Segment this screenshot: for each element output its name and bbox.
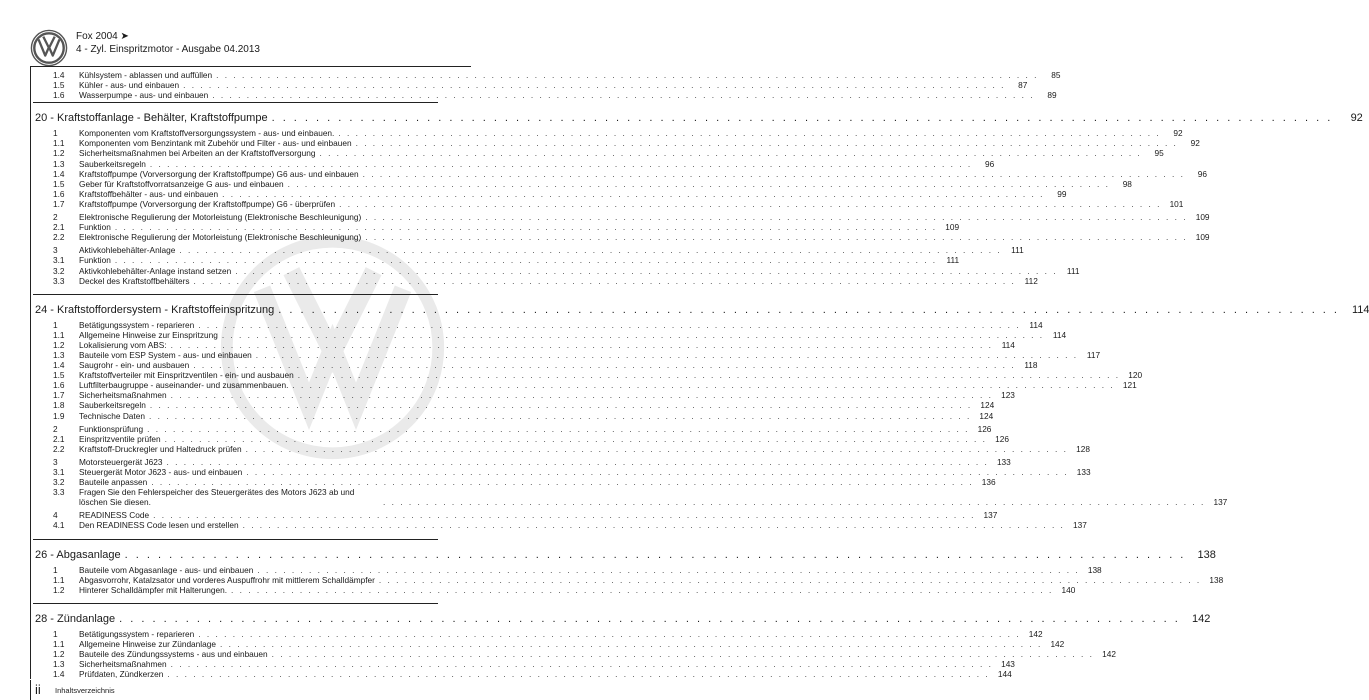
toc-entry[interactable] [33,669,1012,680]
toc-entry-title: Allgemeine Hinweise zur Einspritzung [79,329,218,340]
dot-leader: . . . . . . . . . . . . . . . . . . . . . . . . . . . . . . . . . . . . . . . . . . . . . . . . . . . . . . . . . . . . . . . . . . . . . . . . . . . . . . . . . . . . . . . . . . . . . . . . [149,400,973,411]
dot-leader: . . . . . . . . . . . . . . . . . . . . . . . . . . . . . . . . . . . . . . . . . . . . . . . . . . . . . . . . . . . . . . . . . . . . . . . . . . . . . . . . . . . . . . . . . . . . . . . . [271,649,1094,660]
toc-entry-title: Deckel des Kraftstoffbehälters [79,275,190,286]
toc-entry-title: Kraftstoffpumpe (Vorversorgung der Kraftstoffpumpe) G6 - überprüfen [79,198,336,209]
dot-leader: . . . . . . . . . . . . . . . . . . . . . . . . . . . . . . . . . . . . . . . . . . . . . . . . . . . . . . . . . . . . . . . . . . . . . . . . . . . . . . . . . . . . . . . . . . . . . . . . [183,80,1006,91]
toc-entry[interactable] [33,232,1210,243]
toc-entry-number: 1.4 [53,360,65,371]
toc-entry-number: 3.3 [53,487,65,498]
dot-leader: . . . . . . . . . . . . . . . . . . . . . . . . . . . . . . . . . . . . . . . . . . . . . . . . . . . . . . . . . . . . . . . . . . . . . . . . . . . . . . . . . . . . . . . . . . . . . . . . [148,410,972,421]
doc-subtitle: 4 - Zyl. Einspritzmotor - Ausgabe 04.2013 [76,44,260,55]
dot-leader: . . . . . . . . . . . . . . . . . . . . . . . . . . . . . . . . . . . . . . . . . . . . . . . . . . . . . . . . . . . . . . . . . . . . . . . . . . . . . . . . . . . . . . . . . . . . . . . . [338,128,1161,139]
toc-entry-title: Kraftstoffpumpe (Vorversorgung der Kraftstoffpumpe) G6 aus- und einbauen [79,168,359,179]
dot-leader: . . . . . . . . . . . . . . . . . . . . . . . . . . . . . . . . . . . . . . . . . . . . . . . . . . . . . . . . . . . . . . . . . . . . . . . . . . . . . . . . . . . . . . . . . . . . . . . . [164,433,987,444]
toc-entry[interactable] [33,638,1065,649]
toc-entry-page: 89 [1047,90,1057,101]
toc-entry-title: Abgasvorrohr, Katalzsator und vorderes Auspuffrohr mit mittlerem Schalldämpfer [79,574,375,585]
toc-entry-page: 126 [995,433,1009,444]
dot-leader: . . . . . . . . . . . . . . . . . . . . . . . . . . . . . . . . . . . . . . . . . . . . . . . . . . . . . . . . . . . . . . . . . . . . . . . . . . . . . . . . . . . . . . . . . . . . . . . . [166,456,989,467]
toc-entry-page: 92 [1190,138,1200,149]
vw-logo-icon [30,29,68,67]
toc-entry[interactable] [33,138,1200,149]
dot-leader: . . . . . . . . . . . . . . . . . . . . . . . . . . . . . . . . . . . . . . . . . . . . . . . . . . . . . . . . . . . . . . . . . . . . . . . . . . . . . . . . . . . . . . . . . . . . . . . . [193,275,1016,286]
toc-entry-number: 1.6 [53,188,65,199]
toc-entry-page: 85 [1051,70,1061,80]
dot-leader: . . . . . . . . . . . . . . . . . . . . . . . . . . . . . . . . . . . . . . . . . . . . . . . . . . . . . . . . . . . . . . . . . . . . . . . . . . . . . . . . . . . . . . . . . . . . . . . . [362,168,1185,179]
toc-entry-title: Kraftstoffverteiler mit Einspritzventilen - ein- und ausbauen [79,370,294,381]
chapter-heading[interactable] [33,109,1363,125]
toc-entry-number: 1.7 [53,390,65,401]
toc-entry-number: 1.4 [53,168,65,179]
toc-entry-number: 3 [53,245,58,256]
toc-entry-title: Sicherheitsmaßnahmen bei Arbeiten an der Kraftstoffversorgung [79,148,316,159]
dot-leader: . . . . . . . . . . . . . . . . . . . . . . . . . . . . . . . . . . . . . . . . . . . . . . . . . . . . . . . . . . . . . . . . . . . . . . . . . . . . . . . . . . . . . . . . . . . . . . . . [378,574,1202,585]
toc-entry-title: Komponenten vom Benzintank mit Zubehör und Filter - aus- und einbauen [79,138,352,149]
toc-entry[interactable] [33,477,996,488]
toc-entry-page: 87 [1018,80,1028,91]
dot-leader: . . . . . . . . . . . . . . . . . . . . . . . . . . . . . . . . . . . . . . . . . . . . . . . . . . . . . . . . . . . . . . . . . . . . . . . . . . . . . . . . . . . . . . . . . . . . . . . . [222,188,1045,199]
toc-entry-title: Den READINESS Code lesen und erstellen [79,520,239,531]
toc-entry-number: 2.2 [53,232,65,243]
toc-entry-page: 123 [1001,390,1015,401]
dot-leader: . . . . . . . . . . . . . . . . . . . . . . . . . . . . . . . . . . . . . . . . . . . . . . . . . . . . . . . . . . . . . . . . . . . . . . . . . . . . . . . . . . . . . . . . . . . . . . . . [170,659,993,670]
toc-entry-page: 137 [1213,497,1228,508]
toc-entry-number: 1.5 [53,178,65,189]
toc-entry-title: Aktivkohlebehälter-Anlage [79,245,176,256]
dot-leader: . . . . . . . . . . . . . . . . . . . . . . . . . . . . . . . . . . . . . . . . . . . . . . . . . . . . . . . . . . . . . . . . . . . . . . . . . . . . . . . . . . . . . . . . . . . . . . . . [231,584,1054,595]
dot-leader: . . . . . . . . . . . . . . . . . . . . . . . . . . . . . . . . . . . . . . . . . . . . . . . . . . . . . . . . . . . . . . . . . . . . . . . . . . . . . . . . . . . . . . . . . . . . . . . . [216,70,1039,80]
document-header [30,29,470,65]
toc-entry[interactable] [33,275,1038,286]
dot-leader: . . . . . . . . . . . . . . . . . . . . . . . . . . . . . . . . . . . . . . . . . . . . . . . . . . . . . . . . . . . . . . . . . . . . . . . . . . . . . . . . . . . . . . . . . . . . . . . . [114,222,938,233]
chapter-heading[interactable] [33,301,1369,317]
toc-entry-number: 2.1 [53,222,65,233]
dot-leader: . . . . . . . . . . . . . . . . . . . . . . . . . . . . . . . . . . . . . . . . . . . . . . . . . . . . . . . . . . . . . . . . . . . . . . . . . . . . . . . . . . . . . . . . . . . . . . . . [255,349,1079,360]
toc-entry-page: 109 [1195,232,1210,243]
toc-entry-page: 109 [1195,212,1210,223]
toc-entry-title: Sicherheitsmaßnahmen [79,390,167,401]
dot-leader: . . . . . . . . . . . . . . . . . . . . . . . . . . . . . . . . . . . . . . . . . . . . . . . . . . . . . . . . . . . . . . . . . . . . . . . . . . . . . . . . . . . . . . . . . . . . . . . . [287,178,1110,189]
dot-leader: . . . . . . . . . . . . . . . . . . . . . . . . . . . . . . . . . . . . . . . . . . . . . . . . . . . . . . . . . . . . . . . . . . . . . . . . . . . . . . . . . . . . . . . . . . . . . . . . [365,232,1188,243]
toc-entry-title: Steuergerät Motor J623 - aus- und einbauen [79,467,243,477]
toc-entry-number: 2 [53,212,58,223]
toc-entry-page: 92 [1173,128,1183,139]
toc-entry-number: 4 [53,510,58,521]
toc-entry[interactable] [33,433,1009,444]
toc-entry[interactable] [33,148,1164,159]
toc-entry-page: 98 [1122,178,1132,189]
toc-entry-page: 140 [1061,584,1076,595]
toc-entry[interactable] [33,659,1015,670]
toc-entry[interactable] [33,487,1228,508]
chapter-page: 138 [1197,548,1216,561]
toc-entry-number: 1.3 [53,349,65,360]
toc-entry[interactable] [33,178,1132,189]
dot-leader: . . . . . . . . . . . . . . . . . . . . . . . . . . . . . . . . . . . . . . . . . . . . . . . . . . . . . . . . . . . . . . . . . . . . . . . . . . . . . . . . . . . . . . . . . . . . . . . . [170,339,993,350]
toc-entry[interactable] [33,370,1143,381]
toc-entry-number: 2.2 [53,443,65,454]
toc-entry-number: 1.2 [53,339,65,350]
dot-leader: . . . . . . . . . . . . . . . . . . . . . . . . . . . . . . . . . . . . . . . . . . . . . . . . . . . . . . . . . . . . . . . . . . . . . . . . . . . . . . . . . . . . . . . . . . . . . . . . [193,360,1016,371]
toc-entry-page: 137 [983,510,998,521]
toc-entry-title: Sauberkeitsregeln [79,158,146,169]
toc-entry-page: 142 [1102,649,1116,660]
toc-entry-title: Bauteile vom ESP System - aus- und einbauen [79,349,252,360]
toc-entry[interactable] [33,574,1224,585]
toc-entry[interactable] [33,400,995,411]
chapter-heading[interactable] [33,610,1211,626]
toc-entry[interactable] [33,423,992,434]
dot-leader: . . . . . . . . . . . . . . . . . . . . . . . . . . . . . . . . . . . . . . . . . . . . . . . . . . . . . . . . . . . . . . . . . . . . . . . . . . . . . . . . . . . . . . . . . . . . . . . . [271,112,1333,125]
toc-entry-number: 1.2 [53,649,65,660]
toc-entry[interactable] [33,584,1076,595]
toc-entry-number: 1.1 [53,329,65,340]
dot-leader: . . . . . . . . . . . . . . . . . . . . . . . . . . . . . . . . . . . . . . . . . . . . . . . . . . . . . . . . . . . . . . . . . . . . . . . . . . . . . . . . . . . . . . . . . . . . . . . . [319,148,1142,159]
toc-entry-number: 1.1 [53,574,65,585]
toc-entry-number: 4.1 [53,520,65,531]
toc-entry-number: 1.3 [53,659,65,670]
toc-entry-page: 114 [1052,329,1067,340]
toc-entry-page: 133 [996,456,1011,467]
dot-leader: . . . . . . . . . . . . . . . . . . . . . . . . . . . . . . . . . . . . . . . . . . . . . . . . . . . . . . . . . . . . . . . . . . . . . . . . . . . . . . . . . . . . . . . . . . . . . . . . [114,255,938,266]
toc-entry-number: 3.1 [53,255,65,266]
toc-entry-page: 95 [1154,148,1164,159]
toc-entry-number: 1.9 [53,410,65,421]
chapter-title: 20 - Kraftstoffanlage - Behälter, Kraftstoffpumpe [35,112,268,125]
dot-leader: . . . . . . . . . . . . . . . . . . . . . . . . . . . . . . . . . . . . . . . . . . . . . . . . . . . . . . . . . . . . . . . . . . . . . . . . . . . . . . . . . . . . . . . . . . . . . . . . [170,390,993,401]
toc-entry[interactable] [33,255,960,266]
toc-entry-title: Geber für Kraftstoffvorratsanzeige G aus- und einbauen [79,178,284,189]
toc-entry-title: READINESS Code [79,510,150,521]
toc-entry-page: 137 [1073,520,1087,531]
chapter-page: 142 [1192,612,1211,625]
dot-leader: . . . . . . . . . . . . . . . . . . . . . . . . . . . . . . . . . . . . . . . . . . . . . . . . . . . . . . . . . . . . . . . . . . . . . . . . . . . . . . . . . . . . . . . . . . . . . . . . [221,329,1045,340]
toc-entry-page: 96 [984,158,995,169]
dot-leader: . . . . . . . . . . . . . . . . . . . . . . . . . . . . . . . . . . . . . . . . . . . . . . . . . . . . . . . . . . . . . . . . . . . . . . . . . . . . . . . . . . . . . . . . . . . . . . . . [151,477,974,488]
toc-entry-title: Saugrohr - ein- und ausbauen [79,360,190,371]
toc-entry[interactable] [33,380,1137,391]
chapter-title: 26 - Abgasanlage [35,548,121,561]
dot-leader: . . . . . . . . . . . . . . . . . . . . . . . . . . . . . . . . . . . . . . . . . . . . . . . . . . . . . . . . . . . . . . . . . . . . . . . . . . . . . . . . . . . . . . . . . . . . . . . . [153,510,976,521]
toc-entry-page: 111 [1011,245,1024,256]
toc-entry[interactable] [33,329,1067,340]
toc-entry-page: 126 [977,423,992,434]
dot-leader: . . . . . . . . . . . . . . . . . . . . . . . . . . . . . . . . . . . . . . . . . . . . . . . . . . . . . . . . . . . . . . . . . . . . . . . . . . . . . . . . . . . . . . . . . . . . . . . . [246,467,1069,477]
dot-leader: . . . . . . . . . . . . . . . . . . . . . . . . . . . . . . . . . . . . . . . . . . . . . . . . . . . . . . . . . . . . . . . . . . . . . . . . . . . . . . . . . . . . . . . . . . . . . . . . [149,158,973,169]
toc-entry-number: 3 [53,456,58,467]
toc-entry-number: 3.2 [53,477,65,488]
chapter-title: 28 - Zündanlage [35,612,116,625]
toc-entry-title: Einspritzventile prüfen [79,433,161,444]
page-number: ii [35,682,41,697]
toc-entry[interactable] [33,245,1024,256]
toc-entry-number: 1.2 [53,584,65,595]
toc-entry-number: 3.3 [53,275,65,286]
toc-entry-title: Prüfdaten, Zündkerzen [79,669,164,680]
toc-entry[interactable] [33,158,995,169]
dot-leader: . . . . . . . . . . . . . . . . . . . . . . . . . . . . . . . . . . . . . . . . . . . . . . . . . . . . . . . . . . . . . . . . . . . . . . . . . . . . . . . . . . . . . . . . . . . . . . . . [355,138,1178,149]
toc-entry-title: Funktion [79,222,111,233]
toc-entry[interactable] [33,128,1183,139]
toc-entry-number: 2.1 [53,433,65,444]
dot-leader: . . . . . . . . . . . . . . . . . . . . . . . . . . . . . . . . . . . . . . . . . . . . . . . . . . . . . . . . . . . . . . . . . . . . . . . . . . . . . . . . . . . . . . . . . . . . . . . . [365,212,1188,223]
dot-leader: . . . . . . . . . . . . . . . . . . . . . . . . . . . . . . . . . . . . . . . . . . . . . . . . . . . . . . . . . . . . . . . . . . . . . . . . . . . . . . . . . . . . . . . . . . . . . . . . [339,198,1162,209]
toc-entry-number: 1 [53,564,58,575]
dot-leader: . . . . . . . . . . . . . . . . . . . . . . . . . . . . . . . . . . . . . . . . . . . . . . . . . . . . . . . . . . . . . . . . . . . . . . . . . . . . . . . . . . . . . . . . . . . . . . . . [212,90,1035,101]
toc-entry-title: Lokalisierung vom ABS: [79,339,167,350]
toc-entry-title: Funktionsprüfung [79,423,144,434]
toc-entry-title: Kraftstoffbehälter - aus- und einbauen [79,188,219,199]
toc-entry-page: 124 [980,400,995,411]
toc-entry-title: Betätigungssystem - reparieren [79,319,195,330]
chapter-heading[interactable] [33,546,1216,562]
toc-entry-page: 96 [1197,168,1207,179]
toc-entry-title: Wasserpumpe - aus- und einbauen [79,90,209,101]
chapter-title: 24 - Kraftstoffordersystem - Kraftstoffeinspritzung [35,303,275,316]
toc-entry-title: Hinterer Schalldämpfer mit Halterungen. [79,584,228,595]
dot-leader: . . . . . . . . . . . . . . . . . . . . . . . . . . . . . . . . . . . . . . . . . . . . . . . . . . . . . . . . . . . . . . . . . . . . . . . . . . . . . . . . . . . . . . . . . . . . . . . . [198,319,1021,330]
toc-entry[interactable] [33,467,1091,477]
toc-entry-title: Motorsteuergerät J623 [79,456,163,467]
toc-entry-number: 1.8 [53,400,65,411]
toc-entry-number: 1.5 [53,370,65,381]
toc-entry[interactable] [33,564,1102,575]
toc-entry[interactable] [33,212,1210,223]
dot-leader: . . . . . . . . . . . . . . . . . . . . . . . . . . . . . . . . . . . . . . . . . . . . . . . . . . . . . . . . . . . . . . . . . . . . . . . . . . . . . . . . . . . . . . . . . . . . . . . . [124,548,1186,561]
dot-leader: . . . . . . . . . . . . . . . . . . . . . . . . . . . . . . . . . . . . . . . . . . . . . . . . . . . . . . . . . . . . . . . . . . . . . . . . . . . . . . . . . . . . . . . . . . . . . . . . [242,520,1065,531]
chapter-page: 114 [1351,303,1369,316]
toc-entry-title: Bauteile anpassen [79,477,148,488]
toc-entry-title: Sicherheitsmaßnahmen [79,659,167,670]
toc-entry-page: 133 [1076,467,1091,477]
toc-entry-number: 1.1 [53,638,65,649]
toc-entry-page: 136 [981,477,996,488]
toc-entry-title: Funktion [79,255,111,266]
toc-entry-title: Technische Daten [79,410,145,421]
toc-entry-title: Kühler - aus- und einbauen [79,80,180,91]
toc-entry-title: Kühlsystem - ablassen und auffüllen [79,70,213,80]
toc-entry-number: 3.1 [53,467,65,477]
toc-entry[interactable] [33,390,1015,401]
toc-entry-page: 142 [1050,638,1065,649]
toc-entry-page: 142 [1028,628,1043,639]
toc-entry-page: 128 [1076,443,1090,454]
toc-entry-page: 101 [1169,198,1184,209]
toc-entry-page: 138 [1209,574,1224,585]
toc-entry-number: 2 [53,423,58,434]
toc-entry[interactable] [33,90,1057,101]
doc-title: Fox 2004 ➤ [76,31,129,42]
toc-entry-number: 1.3 [53,158,65,169]
dot-leader: . . . . . . . . . . . . . . . . . . . . . . . . . . . . . . . . . . . . . . . . . . . . . . . . . . . . . . . . . . . . . . . . . . . . . . . . . . . . . . . . . . . . . . . . . . . . . . . . [257,564,1080,575]
dot-leader: . . . . . . . . . . . . . . . . . . . . . . . . . . . . . . . . . . . . . . . . . . . . . . . . . . . . . . . . . . . . . . . . . . . . . . . . . . . . . . . . . . . . . . . . . . . . . . . . [383,497,1206,508]
page-footer [30,680,471,700]
toc-entry-number: 1.4 [53,669,65,680]
toc-entry-number: 1.4 [53,70,65,80]
toc-entry-page: 138 [1087,564,1102,575]
toc-entry-number: 1.6 [53,90,65,101]
toc-entry-title: Bauteile des Zündungssystems - aus und einbauen [79,649,268,660]
toc-entry-page: 111 [1066,265,1080,276]
toc-entry-title: Komponenten vom Kraftstoffversorgungssystem - aus- und einbauen. [79,128,335,139]
toc-entry-title: Fragen Sie den Fehlerspeicher des Steuergerätes des Motors J623 ab und löschen Sie diesen. [79,487,355,508]
toc-entry-number: 1 [53,319,58,330]
toc-entry[interactable] [33,410,994,421]
toc-entry-title: Aktivkohlebehälter-Anlage instand setzen [79,265,232,276]
toc-entry-page: 120 [1128,370,1143,381]
toc-entry[interactable] [33,339,1015,350]
dot-leader: . . . . . . . . . . . . . . . . . . . . . . . . . . . . . . . . . . . . . . . . . . . . . . . . . . . . . . . . . . . . . . . . . . . . . . . . . . . . . . . . . . . . . . . . . . . . . . . . [167,669,990,680]
toc-entry[interactable] [33,456,1011,467]
toc-entry-page: 121 [1122,380,1137,391]
toc-entry-number: 1.7 [53,198,65,209]
toc-entry-title: Bauteile vom Abgasanlage - aus- und einbauen [79,564,254,575]
toc-entry-page: 143 [1001,659,1015,670]
dot-leader: . . . . . . . . . . . . . . . . . . . . . . . . . . . . . . . . . . . . . . . . . . . . . . . . . . . . . . . . . . . . . . . . . . . . . . . . . . . . . . . . . . . . . . . . . . . . . . . . [147,423,970,434]
footer-label: Inhaltsverzeichnis [55,686,115,695]
toc-entry-title: Luftfilterbaugruppe - auseinander- und zusammenbauen. [79,380,289,391]
toc-entry-number: 1.2 [53,148,65,159]
toc-entry-page: 112 [1024,275,1038,286]
toc-entry[interactable] [33,510,998,521]
dot-leader: . . . . . . . . . . . . . . . . . . . . . . . . . . . . . . . . . . . . . . . . . . . . . . . . . . . . . . . . . . . . . . . . . . . . . . . . . . . . . . . . . . . . . . . . . . . . . . . . [219,638,1043,649]
dot-leader: . . . . . . . . . . . . . . . . . . . . . . . . . . . . . . . . . . . . . . . . . . . . . . . . . . . . . . . . . . . . . . . . . . . . . . . . . . . . . . . . . . . . . . . . . . . . . . . . [179,245,1002,256]
toc-entry[interactable] [33,349,1101,360]
toc-entry[interactable] [33,628,1043,639]
dot-leader: . . . . . . . . . . . . . . . . . . . . . . . . . . . . . . . . . . . . . . . . . . . . . . . . . . . . . . . . . . . . . . . . . . . . . . . . . . . . . . . . . . . . . . . . . . . . . . . . [235,265,1058,276]
toc-entry-title: Sauberkeitsregeln [79,400,146,411]
toc-entry-page: 114 [1001,339,1015,350]
toc-entry[interactable] [33,188,1067,199]
toc-entry-number: 3.2 [53,265,65,276]
toc-entry-page: 144 [997,669,1012,680]
toc-entry[interactable] [33,168,1207,179]
toc-entry-number: 1.6 [53,380,65,391]
toc-entry-title: Elektronische Regulierung der Motorleistung (Elektronische Beschleunigung) [79,232,362,243]
toc-entry-page: 124 [979,410,994,421]
table-of-contents [33,70,1369,685]
toc-entry-number: 1.1 [53,138,65,149]
toc-entry-page: 99 [1057,188,1067,199]
toc-entry-number: 1 [53,128,58,139]
dot-leader: . . . . . . . . . . . . . . . . . . . . . . . . . . . . . . . . . . . . . . . . . . . . . . . . . . . . . . . . . . . . . . . . . . . . . . . . . . . . . . . . . . . . . . . . . . . . . . . . [292,380,1115,391]
toc-entry-page: 111 [946,255,960,266]
toc-entry[interactable] [33,265,1080,276]
toc-entry-number: 1 [53,628,58,639]
toc-entry[interactable] [33,70,1061,80]
toc-entry-number: 1.5 [53,80,65,91]
toc-entry[interactable] [33,222,960,233]
dot-leader: . . . . . . . . . . . . . . . . . . . . . . . . . . . . . . . . . . . . . . . . . . . . . . . . . . . . . . . . . . . . . . . . . . . . . . . . . . . . . . . . . . . . . . . . . . . . . . . . [245,443,1068,454]
toc-entry-title: Betätigungssystem - reparieren [79,628,195,639]
toc-entry-page: 114 [1029,319,1043,330]
dot-leader: . . . . . . . . . . . . . . . . . . . . . . . . . . . . . . . . . . . . . . . . . . . . . . . . . . . . . . . . . . . . . . . . . . . . . . . . . . . . . . . . . . . . . . . . . . . . . . . . [278,303,1340,316]
dot-leader: . . . . . . . . . . . . . . . . . . . . . . . . . . . . . . . . . . . . . . . . . . . . . . . . . . . . . . . . . . . . . . . . . . . . . . . . . . . . . . . . . . . . . . . . . . . . . . . . [119,612,1181,625]
toc-entry-page: 118 [1024,360,1038,371]
toc-entry-title: Kraftstoff-Druckregler und Haltedruck prüfen [79,443,242,454]
toc-entry[interactable] [33,520,1087,531]
chapter-page: 92 [1350,112,1363,125]
toc-entry-page: 109 [945,222,960,233]
toc-entry[interactable] [33,198,1184,209]
toc-entry[interactable] [33,360,1038,371]
toc-entry[interactable] [33,319,1043,330]
dot-leader: . . . . . . . . . . . . . . . . . . . . . . . . . . . . . . . . . . . . . . . . . . . . . . . . . . . . . . . . . . . . . . . . . . . . . . . . . . . . . . . . . . . . . . . . . . . . . . . . [297,370,1121,381]
toc-entry[interactable] [33,649,1116,660]
toc-entry-title: Elektronische Regulierung der Motorleistung (Elektronische Beschleunigung) [79,212,362,223]
toc-entry[interactable] [33,80,1028,91]
toc-entry-title: Allgemeine Hinweise zur Zündanlage [79,638,216,649]
toc-entry-page: 117 [1086,349,1101,360]
toc-entry[interactable] [33,443,1090,454]
dot-leader: . . . . . . . . . . . . . . . . . . . . . . . . . . . . . . . . . . . . . . . . . . . . . . . . . . . . . . . . . . . . . . . . . . . . . . . . . . . . . . . . . . . . . . . . . . . . . . . . [198,628,1021,639]
